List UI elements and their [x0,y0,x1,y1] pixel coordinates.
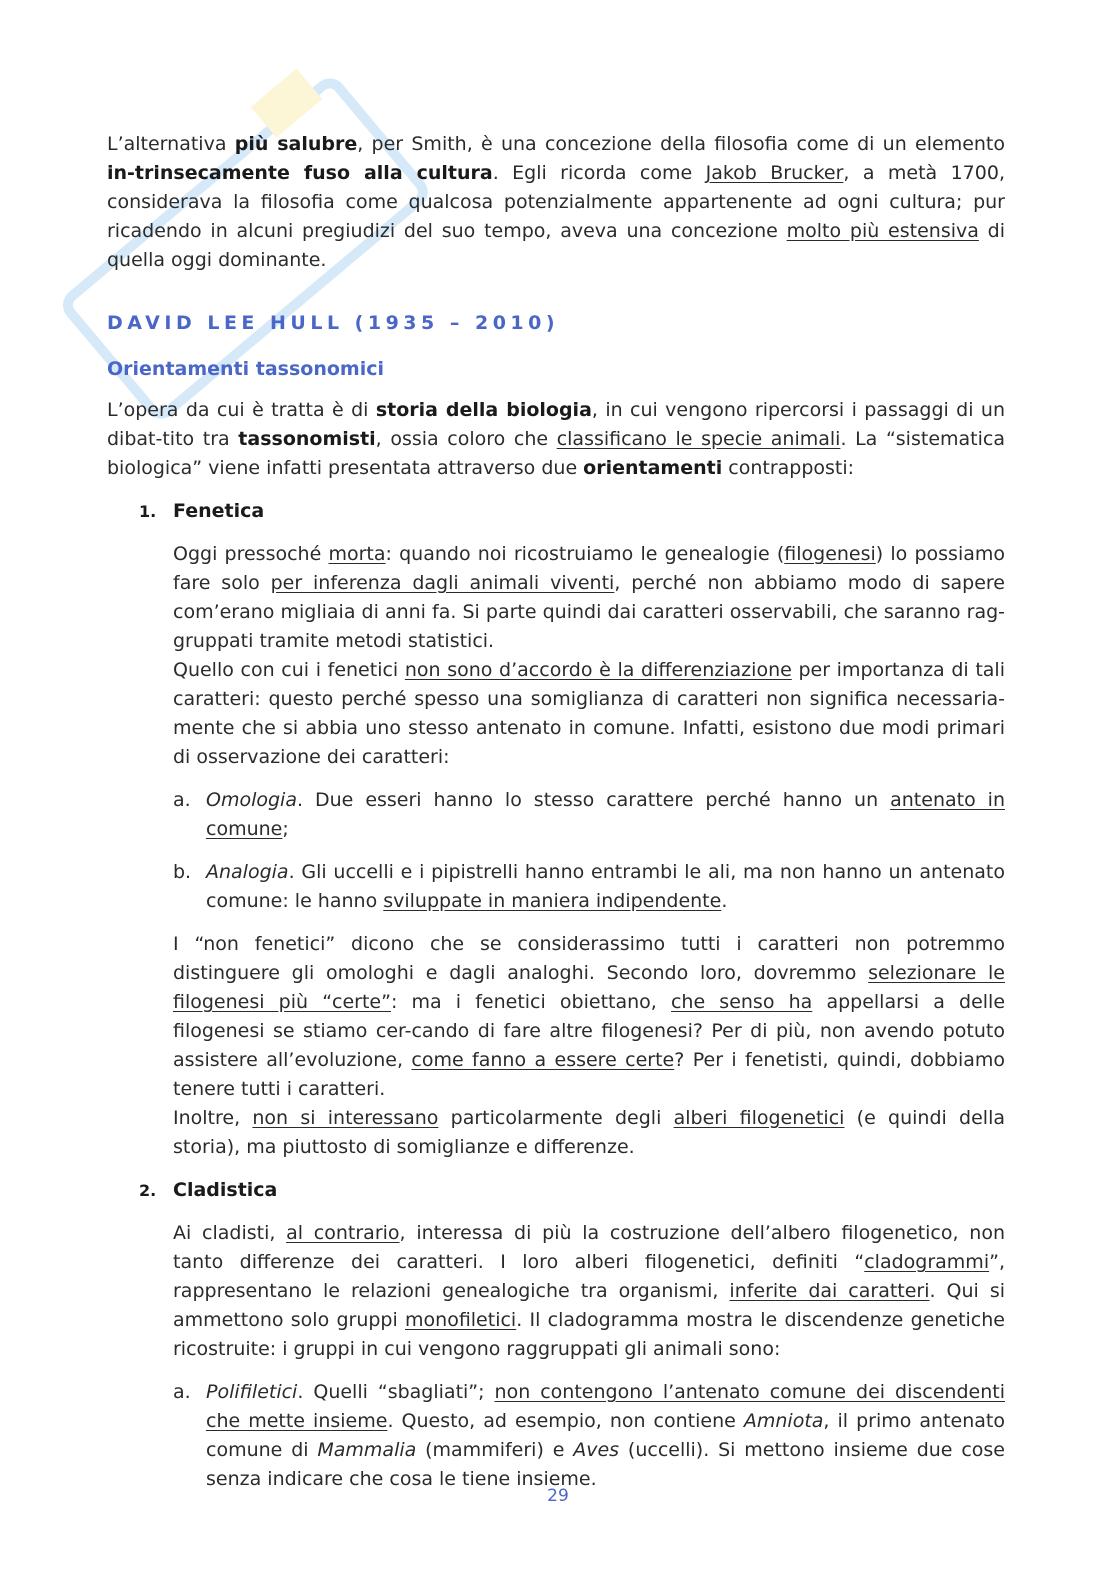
overview-paragraph: L’opera da cui è tratta è di storia della biologia, in cui vengono ripercorsi i passaggi di un dibat-tito tra tassonomisti, ossia coloro che classificano le specie animali. La “sistematica biologica” viene infatti presentata attraverso due orientamenti contrapposti: [107,399,1005,479]
sublist-item-omologia [173,786,1005,844]
section-subheading: Orientamenti tassonomici [107,358,385,380]
fenetica-paragraph-1: Oggi pressoché morta: quando noi ricostruiamo le genealogie (filogenesi) lo possiamo fare solo per inferenza dagli animali viventi, perché non abbiamo modo di sapere com’erano migliaia di anni fa. Si parte quindi dai caratteri osservabili, che saranno rag-gruppati tramite metodi statistici. Quello con cui i fenetici non sono d’accordo è la differenziazione per importanza di tali caratteri: questo perché spesso una somiglianza di caratteri non significa necessaria-mente che si abbia uno stesso antenato in comune. Infatti, esistono due modi primari di osservazione dei caratteri: [173,543,1006,768]
list-item-cladistica [107,1176,1005,1205]
list-item-fenetica [107,497,1005,526]
sublist-letter: a. [173,1381,191,1403]
list-title: Cladistica [173,1179,278,1201]
sublist-text: Analogia. Gli uccelli e i pipistrelli hanno entrambi le ali, ma non hanno un antenato comune: le hanno sviluppate in maniera indipendente. [206,861,1005,912]
sublist-text: Omologia. Due esseri hanno lo stesso carattere perché hanno un antenato in comune; [206,789,1005,840]
fenetica-paragraph-2: I “non fenetici” dicono che se considerassimo tutti i caratteri non potremmo distinguere gli omologhi e dagli analoghi. Secondo loro, dovremmo selezionare le filogenesi più “certe”: ma i fenetici obiettano, che senso ha appellarsi a delle filogenesi se stiamo cer-cando di fare altre filogenesi? Per di più, non avendo potuto assistere all’evoluzione, come fanno a essere certe? Per i fenetisti, quindi, dobbiamo tenere tutti i caratteri. Inoltre, non si interessano particolarmente degli alberi filogenetici (e quindi della storia), ma piuttosto di somiglianze e differenze. [173,933,1006,1158]
sublist-letter: a. [173,789,191,811]
document-page [107,130,1005,1494]
sublist-letter: b. [173,861,192,883]
list-number: 2. [139,1181,157,1200]
sublist-item-analogia [173,858,1005,916]
section-heading: DAVID LEE HULL (1935 – 2010) [107,312,560,334]
page-number: 29 [547,1486,569,1506]
list-number: 1. [139,502,157,521]
intro-paragraph: L’alternativa più salubre, per Smith, è una concezione della filosofia come di un elemento in-trinsecamente fuso alla cultura. Egli ricorda come Jakob Brucker, a metà 1700, considerava la filosofia come qualcosa potenzialmente appartenente ad ogni cultura; pur ricadendo in alcuni pregiudizi del suo tempo, aveva una concezione molto più estensiva di quella oggi dominante. [107,133,1006,271]
cladistica-paragraph-1: Ai cladisti, al contrario, interessa di più la costruzione dell’albero filogenetico, non tanto differenze dei caratteri. I loro alberi filogenetici, definiti “cladogrammi”, rappresentano le relazioni genealogiche tra organismi, inferite dai caratteri. Qui si ammettono solo gruppi monofiletici. Il cladogramma mostra le discendenze genetiche ricostruite: i gruppi in cui vengono raggruppati gli animali sono: [173,1222,1005,1360]
list-title: Fenetica [173,500,265,522]
sublist-text: Polifiletici. Quelli “sbagliati”; non contengono l’antenato comune dei discendenti che mette insieme. Questo, ad esempio, non contiene Amniota, il primo antenato comune di Mammalia (mammiferi) e Aves (uccelli). Si mettono insieme due cose senza indicare che cosa le tiene insieme. [206,1381,1005,1490]
sublist-item-polifiletici [173,1378,1005,1494]
